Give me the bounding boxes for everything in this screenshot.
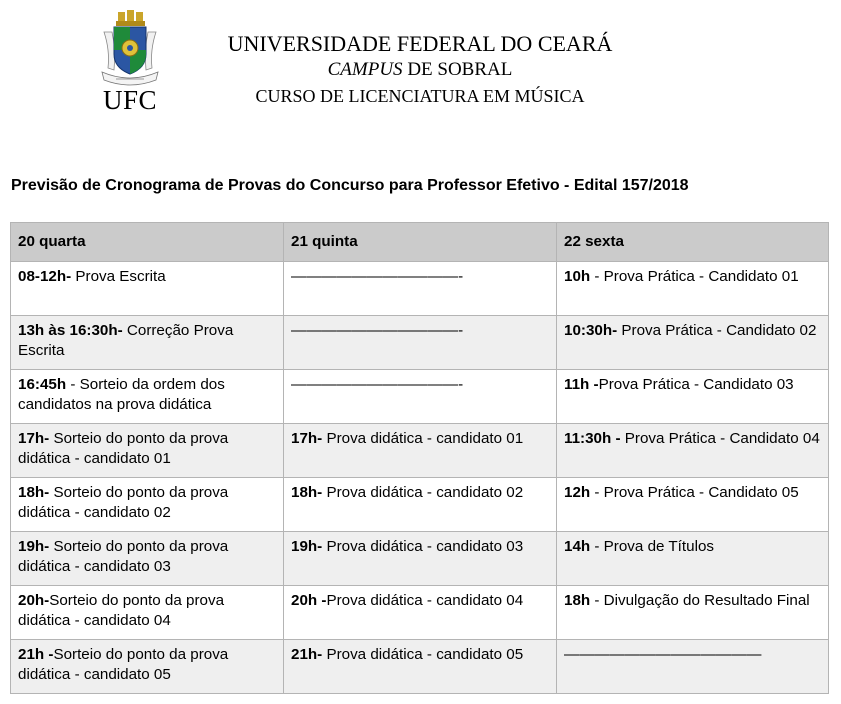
- schedule-cell: [284, 370, 557, 424]
- cell-activity: Sorteio do ponto da prova didática - candidato 01: [18, 430, 229, 467]
- schedule-cell: [284, 262, 557, 316]
- campus-name: [150, 57, 690, 83]
- cell-activity: Correção Prova Escrita: [18, 322, 234, 359]
- schedule-cell: [557, 424, 829, 478]
- cell-activity: - Divulgação do Resultado Final: [590, 592, 810, 609]
- column-header: 22 sexta: [557, 223, 829, 262]
- logo-text: UFC: [102, 85, 158, 115]
- schedule-cell: [557, 640, 829, 694]
- campus-label: CAMPUS: [327, 59, 403, 80]
- cell-activity: Sorteio do ponto da prova didática - candidato 05: [18, 646, 229, 683]
- cell-activity: ———————————-: [291, 268, 464, 285]
- cell-activity: —————————————: [564, 646, 762, 663]
- course-name: CURSO DE LICENCIATURA EM MÚSICA: [255, 86, 585, 106]
- institution-header: [150, 31, 690, 109]
- cell-time: 13h às 16:30h-: [18, 322, 123, 339]
- table-row: [11, 370, 829, 424]
- cell-activity: Sorteio do ponto da prova didática - candidato 04: [18, 592, 225, 629]
- cell-activity: - Prova Prática - Candidato 01: [590, 268, 799, 285]
- schedule-cell: [557, 370, 829, 424]
- cell-activity: Prova didática - candidato 01: [322, 430, 524, 447]
- table-row: [11, 262, 829, 316]
- cell-time: 20h-: [18, 592, 50, 609]
- cell-time: 16:45h: [18, 376, 67, 393]
- column-header: 21 quinta: [284, 223, 557, 262]
- cell-activity: Prova didática - candidato 02: [322, 484, 524, 501]
- schedule-cell: [284, 316, 557, 370]
- cell-activity: Prova Prática - Candidato 04: [620, 430, 820, 447]
- schedule-cell: [284, 640, 557, 694]
- schedule-cell: [284, 586, 557, 640]
- schedule-cell: [284, 478, 557, 532]
- cell-activity: ———————————-: [291, 376, 464, 393]
- cell-time: 17h-: [18, 430, 50, 447]
- document-title: Previsão de Cronograma de Provas do Concurso para Professor Efetivo - Edital 157/2018: [11, 177, 689, 194]
- table-row: [11, 424, 829, 478]
- schedule-cell: [11, 316, 284, 370]
- schedule-cell: [557, 262, 829, 316]
- column-header: 20 quarta: [11, 223, 284, 262]
- cell-activity: Sorteio do ponto da prova didática - candidato 02: [18, 484, 229, 521]
- cell-activity: - Prova de Títulos: [590, 538, 714, 555]
- cell-time: 10h: [564, 268, 591, 285]
- cell-activity: Prova didática - candidato 03: [322, 538, 524, 555]
- schedule-cell: [557, 586, 829, 640]
- cell-activity: Prova didática - candidato 04: [326, 592, 524, 609]
- cell-time: 19h-: [291, 538, 323, 555]
- schedule-cell: [11, 478, 284, 532]
- schedule-cell: [557, 316, 829, 370]
- cell-time: 11:30h -: [564, 430, 621, 447]
- schedule-cell: [11, 424, 284, 478]
- cell-time: 18h-: [291, 484, 323, 501]
- schedule-cell: [557, 532, 829, 586]
- schedule-cell: [11, 370, 284, 424]
- schedule-cell: [284, 532, 557, 586]
- cell-activity: Sorteio do ponto da prova didática - candidato 03: [18, 538, 229, 575]
- cell-activity: Prova Escrita: [71, 268, 166, 285]
- table-row: [11, 640, 829, 694]
- cell-time: 17h-: [291, 430, 323, 447]
- cell-activity: - Prova Prática - Candidato 05: [590, 484, 799, 501]
- cell-activity: ———————————-: [291, 322, 464, 339]
- schedule-table: [10, 222, 829, 694]
- cell-time: 12h: [564, 484, 591, 501]
- campus-location: DE SOBRAL: [402, 59, 513, 80]
- cell-time: 08-12h-: [18, 268, 72, 285]
- cell-time: 18h-: [18, 484, 50, 501]
- cell-time: 10:30h-: [564, 322, 618, 339]
- cell-activity: Prova Prática - Candidato 03: [598, 376, 794, 393]
- cell-activity: Prova Prática - Candidato 02: [617, 322, 817, 339]
- schedule-cell: [11, 532, 284, 586]
- cell-time: 21h-: [291, 646, 323, 663]
- university-name: UNIVERSIDADE FEDERAL DO CEARÁ: [227, 31, 613, 56]
- schedule-cell: [11, 640, 284, 694]
- cell-time: 19h-: [18, 538, 50, 555]
- table-row: [11, 316, 829, 370]
- cell-time: 20h -: [291, 592, 327, 609]
- table-row: [11, 586, 829, 640]
- cell-time: 11h -: [564, 376, 599, 393]
- cell-activity: - Sorteio da ordem dos candidatos na prova didática: [18, 376, 225, 413]
- table-row: [11, 478, 829, 532]
- table-header-row: [11, 223, 829, 262]
- cell-time: 21h -: [18, 646, 54, 663]
- schedule-cell: [557, 478, 829, 532]
- cell-time: 14h: [564, 538, 591, 555]
- cell-time: 18h: [564, 592, 591, 609]
- schedule-cell: [11, 586, 284, 640]
- table-row: [11, 532, 829, 586]
- schedule-cell: [11, 262, 284, 316]
- schedule-cell: [284, 424, 557, 478]
- cell-activity: Prova didática - candidato 05: [322, 646, 524, 663]
